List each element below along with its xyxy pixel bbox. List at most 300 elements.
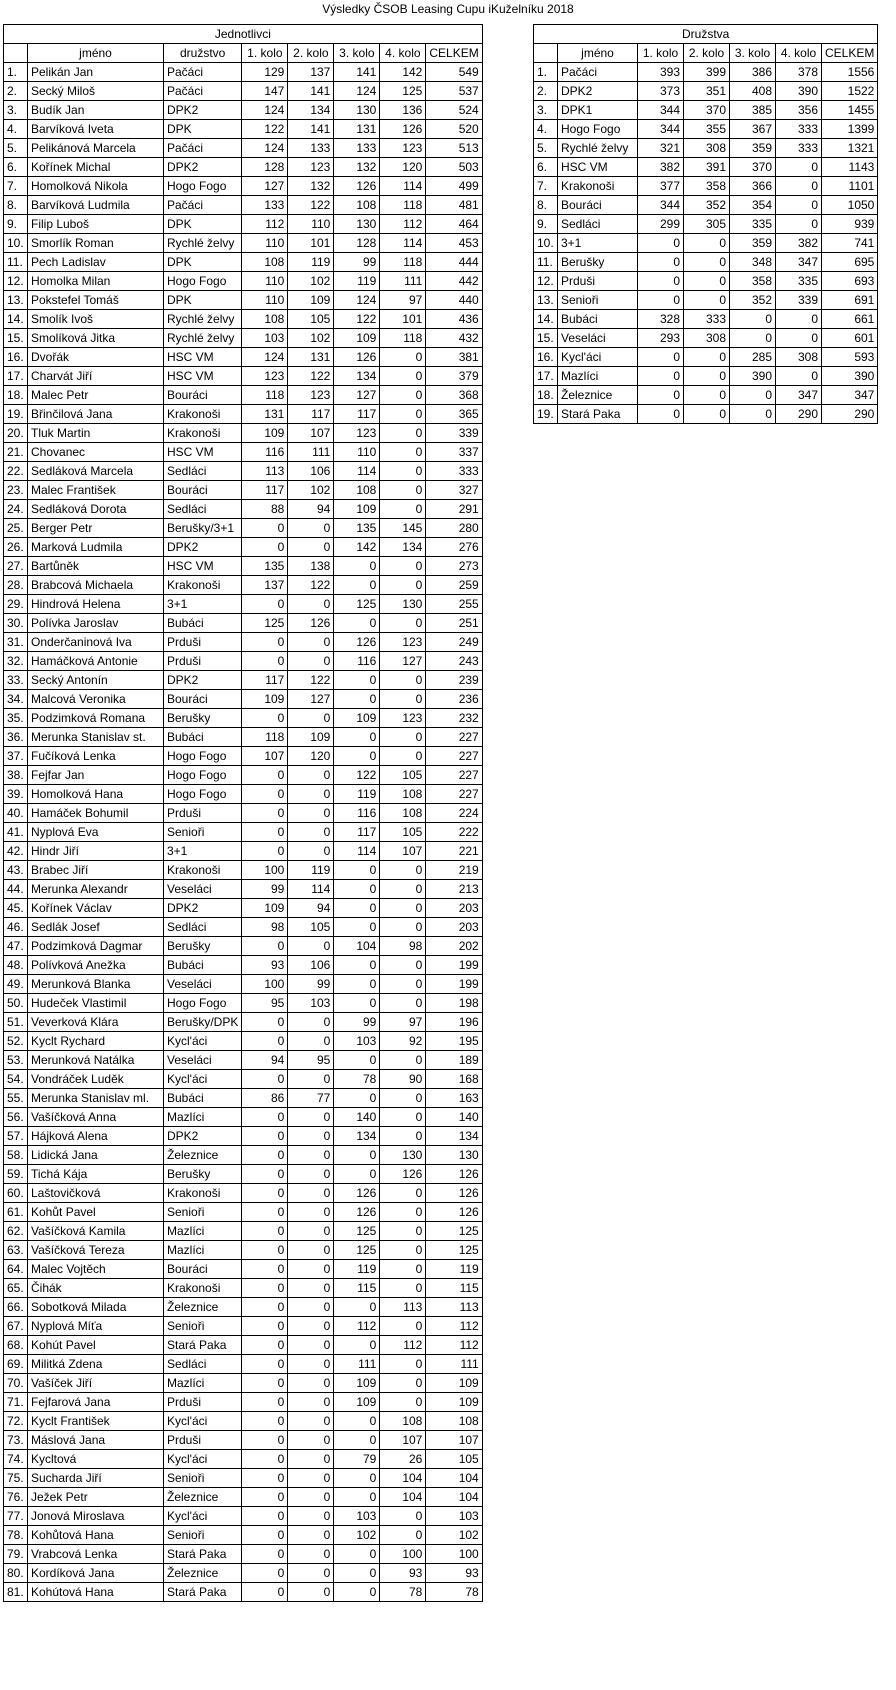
individual-cell: 524 — [426, 101, 482, 120]
individual-row — [4, 120, 483, 139]
individual-row — [4, 1469, 483, 1488]
individual-cell: 0 — [242, 1298, 288, 1317]
team-cell: 0 — [638, 405, 684, 424]
team-cell: 385 — [730, 101, 776, 120]
individual-cell: DPK — [164, 215, 242, 234]
individual-cell: 140 — [426, 1108, 482, 1127]
individual-cell: Sedláci — [164, 462, 242, 481]
individual-cell: Merunková Blanka — [28, 975, 164, 994]
individual-cell: 126 — [426, 1165, 482, 1184]
individual-cell: 0 — [288, 1260, 334, 1279]
individual-cell: 0 — [288, 1488, 334, 1507]
individual-row — [4, 500, 483, 519]
team-cell: 939 — [822, 215, 878, 234]
individual-cell: 0 — [380, 1089, 426, 1108]
individual-cell: 239 — [426, 671, 482, 690]
individual-cell: 0 — [380, 1355, 426, 1374]
team-cell: 358 — [684, 177, 730, 196]
individual-cell: 0 — [288, 823, 334, 842]
team-cell: Hogo Fogo — [558, 120, 638, 139]
team-cell: 333 — [684, 310, 730, 329]
team-header-cell — [534, 44, 558, 63]
individual-cell: 100 — [380, 1545, 426, 1564]
individual-cell: 127 — [380, 652, 426, 671]
team-cell: 308 — [684, 139, 730, 158]
individual-cell: Malec Vojtěch — [28, 1260, 164, 1279]
individual-cell: 379 — [426, 367, 482, 386]
individual-cell: Bubáci — [164, 956, 242, 975]
individual-cell: 36. — [4, 728, 28, 747]
individual-cell: 0 — [334, 728, 380, 747]
team-cell: 391 — [684, 158, 730, 177]
individual-row — [4, 1013, 483, 1032]
team-row — [534, 386, 878, 405]
individual-cell: 100 — [426, 1545, 482, 1564]
individual-cell: 9. — [4, 215, 28, 234]
individual-row — [4, 1184, 483, 1203]
individual-cell: Merunka Alexandr — [28, 880, 164, 899]
individual-cell: 549 — [426, 63, 482, 82]
individual-cell: 126 — [426, 1184, 482, 1203]
individual-row — [4, 253, 483, 272]
individual-cell: 513 — [426, 139, 482, 158]
individual-cell: 10. — [4, 234, 28, 253]
individual-cell: HSC VM — [164, 557, 242, 576]
individual-cell: DPK2 — [164, 899, 242, 918]
individual-cell: 135 — [242, 557, 288, 576]
individual-cell: 110 — [242, 291, 288, 310]
individual-cell: 0 — [334, 557, 380, 576]
individual-row — [4, 1146, 483, 1165]
individual-cell: 0 — [242, 1279, 288, 1298]
individual-cell: Charvát Jiří — [28, 367, 164, 386]
team-row — [534, 291, 878, 310]
individual-cell: 108 — [242, 310, 288, 329]
team-cell: Rychlé želvy — [558, 139, 638, 158]
team-cell: 0 — [776, 310, 822, 329]
individual-cell: HSC VM — [164, 443, 242, 462]
individual-cell: Merunka Stanislav ml. — [28, 1089, 164, 1108]
individual-cell: 34. — [4, 690, 28, 709]
individual-cell: Fejfar Jan — [28, 766, 164, 785]
team-cell: 347 — [776, 386, 822, 405]
individual-cell: 112 — [334, 1317, 380, 1336]
individual-cell: 0 — [334, 975, 380, 994]
individual-cell: 128 — [242, 158, 288, 177]
individual-row — [4, 1393, 483, 1412]
individual-cell: 273 — [426, 557, 482, 576]
individual-cell: 123 — [380, 633, 426, 652]
individual-cell: 0 — [380, 1526, 426, 1545]
individual-cell: 0 — [334, 956, 380, 975]
individual-cell: 0 — [288, 842, 334, 861]
individual-cell: Bubáci — [164, 728, 242, 747]
individual-cell: 381 — [426, 348, 482, 367]
individual-cell: 0 — [242, 1013, 288, 1032]
individual-cell: Brabcová Michaela — [28, 576, 164, 595]
team-cell: Prduši — [558, 272, 638, 291]
team-cell: 0 — [684, 234, 730, 253]
individual-cell: 106 — [288, 956, 334, 975]
individual-cell: Veseláci — [164, 1051, 242, 1070]
individual-cell: 41. — [4, 823, 28, 842]
team-cell: 12. — [534, 272, 558, 291]
individual-cell: 122 — [288, 367, 334, 386]
individual-cell: 0 — [288, 1146, 334, 1165]
individual-cell: 118 — [242, 728, 288, 747]
individual-cell: Hogo Fogo — [164, 272, 242, 291]
team-cell: 1522 — [822, 82, 878, 101]
individual-header-cell — [4, 44, 28, 63]
team-cell: Sedláci — [558, 215, 638, 234]
individual-cell: 22. — [4, 462, 28, 481]
individual-cell: 78 — [334, 1070, 380, 1089]
team-cell: 1455 — [822, 101, 878, 120]
team-cell: 0 — [776, 196, 822, 215]
individual-cell: 44. — [4, 880, 28, 899]
individual-cell: 236 — [426, 690, 482, 709]
individual-cell: 109 — [334, 500, 380, 519]
individual-cell: Bouráci — [164, 690, 242, 709]
individual-cell: 66. — [4, 1298, 28, 1317]
individual-cell: Kyclt František — [28, 1412, 164, 1431]
individual-row — [4, 1507, 483, 1526]
team-cell: 354 — [730, 196, 776, 215]
individual-cell: 0 — [334, 690, 380, 709]
team-cell: 0 — [684, 386, 730, 405]
individual-cell: 125 — [334, 1241, 380, 1260]
individual-cell: 90 — [380, 1070, 426, 1089]
individual-cell: 106 — [288, 462, 334, 481]
individual-cell: Sobotková Milada — [28, 1298, 164, 1317]
individual-cell: 133 — [288, 139, 334, 158]
individual-cell: Malec Petr — [28, 386, 164, 405]
individual-cell: 131 — [242, 405, 288, 424]
individual-cell: 40. — [4, 804, 28, 823]
team-row — [534, 234, 878, 253]
individual-cell: 199 — [426, 956, 482, 975]
individual-cell: DPK — [164, 253, 242, 272]
individual-cell: Budík Jan — [28, 101, 164, 120]
individual-cell: 114 — [380, 177, 426, 196]
team-cell: 377 — [638, 177, 684, 196]
team-cell: 333 — [776, 139, 822, 158]
individual-cell: Sedláková Marcela — [28, 462, 164, 481]
individual-header-row — [4, 44, 483, 63]
individual-cell: Mazlíci — [164, 1241, 242, 1260]
individual-cell: 110 — [334, 443, 380, 462]
individual-cell: 280 — [426, 519, 482, 538]
individual-cell: Secký Miloš — [28, 82, 164, 101]
individual-cell: 365 — [426, 405, 482, 424]
individual-cell: 0 — [380, 1279, 426, 1298]
individual-cell: 107 — [380, 842, 426, 861]
team-header-cell: jméno — [558, 44, 638, 63]
individual-cell: 12. — [4, 272, 28, 291]
individual-cell: Sedláci — [164, 500, 242, 519]
individual-cell: 0 — [380, 557, 426, 576]
individual-cell: 111 — [334, 1355, 380, 1374]
individual-cell: 20. — [4, 424, 28, 443]
team-cell: 3+1 — [558, 234, 638, 253]
team-cell: 355 — [684, 120, 730, 139]
individual-cell: 259 — [426, 576, 482, 595]
team-cell: 0 — [730, 329, 776, 348]
individual-cell: 0 — [242, 1070, 288, 1089]
individual-cell: 0 — [380, 500, 426, 519]
individual-cell: 126 — [334, 348, 380, 367]
individual-row — [4, 158, 483, 177]
individual-cell: 0 — [242, 1393, 288, 1412]
individual-cell: 227 — [426, 728, 482, 747]
individual-cell: 8. — [4, 196, 28, 215]
individual-cell: 99 — [334, 253, 380, 272]
individual-cell: 130 — [334, 215, 380, 234]
individual-cell: 103 — [426, 1507, 482, 1526]
individual-cell: 0 — [242, 1203, 288, 1222]
team-cell: 390 — [730, 367, 776, 386]
team-header-cell: 4. kolo — [776, 44, 822, 63]
individual-cell: 33. — [4, 671, 28, 690]
individual-cell: 0 — [242, 1507, 288, 1526]
team-cell: 408 — [730, 82, 776, 101]
individual-cell: Kycl'áci — [164, 1070, 242, 1089]
team-cell: Stará Paka — [558, 405, 638, 424]
team-cell: 1101 — [822, 177, 878, 196]
individual-cell: 53. — [4, 1051, 28, 1070]
individual-cell: 2. — [4, 82, 28, 101]
individual-cell: 3+1 — [164, 595, 242, 614]
individual-cell: Pech Ladislav — [28, 253, 164, 272]
individual-cell: 103 — [242, 329, 288, 348]
individual-row — [4, 215, 483, 234]
individual-cell: Mazlíci — [164, 1374, 242, 1393]
individual-cell: 0 — [288, 1032, 334, 1051]
individual-cell: Prduši — [164, 1431, 242, 1450]
individual-cell: 337 — [426, 443, 482, 462]
individual-cell: 114 — [380, 234, 426, 253]
individual-cell: 0 — [380, 1241, 426, 1260]
individual-cell: 74. — [4, 1450, 28, 1469]
team-row — [534, 215, 878, 234]
individual-cell: 537 — [426, 82, 482, 101]
individual-cell: 107 — [426, 1431, 482, 1450]
team-cell: 344 — [638, 101, 684, 120]
individual-cell: Pačáci — [164, 82, 242, 101]
individual-cell: 0 — [334, 614, 380, 633]
individual-cell: 189 — [426, 1051, 482, 1070]
individual-cell: 0 — [242, 1184, 288, 1203]
individual-cell: 0 — [242, 1583, 288, 1602]
team-cell: 1. — [534, 63, 558, 82]
individual-cell: 0 — [242, 1260, 288, 1279]
individual-cell: Filip Luboš — [28, 215, 164, 234]
individual-cell: 79. — [4, 1545, 28, 1564]
individual-cell: 126 — [288, 614, 334, 633]
individual-cell: 0 — [242, 1431, 288, 1450]
individual-cell: Hogo Fogo — [164, 994, 242, 1013]
individual-row — [4, 348, 483, 367]
team-cell: 335 — [730, 215, 776, 234]
individual-cell: 95 — [242, 994, 288, 1013]
individual-cell: 196 — [426, 1013, 482, 1032]
individual-cell: Malcová Veronika — [28, 690, 164, 709]
individual-cell: 134 — [334, 1127, 380, 1146]
individual-cell: Pokstefel Tomáš — [28, 291, 164, 310]
team-cell: 1143 — [822, 158, 878, 177]
individual-cell: 141 — [288, 120, 334, 139]
individual-cell: 0 — [380, 975, 426, 994]
individual-cell: 124 — [334, 291, 380, 310]
team-cell: 390 — [776, 82, 822, 101]
individual-row — [4, 956, 483, 975]
individual-cell: 0 — [288, 1203, 334, 1222]
individual-cell: 0 — [380, 1108, 426, 1127]
individual-cell: 0 — [288, 1545, 334, 1564]
team-row — [534, 348, 878, 367]
individual-cell: 0 — [288, 1317, 334, 1336]
individual-cell: Smolíková Jitka — [28, 329, 164, 348]
individual-cell: 109 — [334, 709, 380, 728]
team-cell: 367 — [730, 120, 776, 139]
individual-cell: 0 — [242, 1488, 288, 1507]
individual-caption: Jednotlivci — [4, 25, 483, 44]
individual-cell: 46. — [4, 918, 28, 937]
individual-cell: 0 — [334, 1146, 380, 1165]
individual-cell: Kycl'áci — [164, 1412, 242, 1431]
individual-cell: 163 — [426, 1089, 482, 1108]
individual-cell: Čihák — [28, 1279, 164, 1298]
individual-cell: 80. — [4, 1564, 28, 1583]
individual-cell: 128 — [334, 234, 380, 253]
individual-cell: 436 — [426, 310, 482, 329]
individual-cell: Hudeček Vlastimil — [28, 994, 164, 1013]
individual-cell: 0 — [288, 519, 334, 538]
team-cell: 1050 — [822, 196, 878, 215]
individual-cell: 125 — [242, 614, 288, 633]
individual-cell: 99 — [288, 975, 334, 994]
individual-cell: 65. — [4, 1279, 28, 1298]
individual-cell: 58. — [4, 1146, 28, 1165]
individual-row — [4, 462, 483, 481]
individual-cell: 60. — [4, 1184, 28, 1203]
individual-cell: 130 — [334, 101, 380, 120]
individual-cell: 0 — [380, 1374, 426, 1393]
individual-cell: 11. — [4, 253, 28, 272]
individual-row — [4, 1564, 483, 1583]
individual-cell: Tluk Martin — [28, 424, 164, 443]
individual-cell: 108 — [380, 804, 426, 823]
individual-cell: 123 — [334, 424, 380, 443]
individual-cell: 99 — [242, 880, 288, 899]
individual-cell: 137 — [288, 63, 334, 82]
individual-cell: 0 — [288, 1469, 334, 1488]
team-cell: 0 — [776, 367, 822, 386]
individual-cell: HSC VM — [164, 348, 242, 367]
individual-row — [4, 709, 483, 728]
individual-cell: 37. — [4, 747, 28, 766]
team-cell: 0 — [684, 405, 730, 424]
team-cell: 373 — [638, 82, 684, 101]
individual-cell: 116 — [334, 804, 380, 823]
individual-cell: Tichá Kája — [28, 1165, 164, 1184]
individual-cell: 18. — [4, 386, 28, 405]
individual-cell: 126 — [380, 120, 426, 139]
individual-cell: 0 — [242, 1222, 288, 1241]
individual-cell: 0 — [334, 1412, 380, 1431]
individual-cell: 251 — [426, 614, 482, 633]
team-cell: 0 — [684, 367, 730, 386]
individual-cell: 119 — [334, 785, 380, 804]
team-cell: 10. — [534, 234, 558, 253]
individual-cell: 0 — [334, 994, 380, 1013]
individual-cell: 0 — [242, 538, 288, 557]
individual-cell: Kohútová Hana — [28, 1583, 164, 1602]
team-cell: HSC VM — [558, 158, 638, 177]
individual-row — [4, 1374, 483, 1393]
individual-cell: 70. — [4, 1374, 28, 1393]
team-header-cell: 1. kolo — [638, 44, 684, 63]
individual-cell: Barvíková Iveta — [28, 120, 164, 139]
individual-cell: 101 — [288, 234, 334, 253]
individual-cell: 27. — [4, 557, 28, 576]
individual-cell: 81. — [4, 1583, 28, 1602]
team-cell: Senioři — [558, 291, 638, 310]
individual-header-cell: 4. kolo — [380, 44, 426, 63]
individual-cell: 25. — [4, 519, 28, 538]
team-cell: Pačáci — [558, 63, 638, 82]
team-header-row — [534, 44, 878, 63]
individual-cell: 35. — [4, 709, 28, 728]
individual-cell: 0 — [380, 1222, 426, 1241]
individual-row — [4, 443, 483, 462]
team-cell: 16. — [534, 348, 558, 367]
individual-cell: Militká Zdena — [28, 1355, 164, 1374]
individual-cell: 31. — [4, 633, 28, 652]
individual-cell: 3+1 — [164, 842, 242, 861]
individual-cell: 0 — [242, 1032, 288, 1051]
team-cell: 321 — [638, 139, 684, 158]
team-cell: 339 — [776, 291, 822, 310]
individual-cell: 95 — [288, 1051, 334, 1070]
individual-cell: 104 — [426, 1488, 482, 1507]
team-cell: 382 — [776, 234, 822, 253]
individual-cell: 109 — [426, 1374, 482, 1393]
individual-cell: 104 — [380, 1488, 426, 1507]
individual-cell: 102 — [426, 1526, 482, 1545]
individual-cell: Železnice — [164, 1488, 242, 1507]
individual-cell: 3. — [4, 101, 28, 120]
individual-cell: 73. — [4, 1431, 28, 1450]
team-cell: 308 — [776, 348, 822, 367]
individual-cell: 202 — [426, 937, 482, 956]
team-cell: 1321 — [822, 139, 878, 158]
individual-cell: Železnice — [164, 1564, 242, 1583]
individual-row — [4, 424, 483, 443]
individual-cell: 55. — [4, 1089, 28, 1108]
individual-cell: 131 — [334, 120, 380, 139]
individual-row — [4, 1222, 483, 1241]
individual-cell: 0 — [334, 1488, 380, 1507]
individual-cell: 111 — [426, 1355, 482, 1374]
individual-cell: 117 — [288, 405, 334, 424]
individual-cell: Hogo Fogo — [164, 747, 242, 766]
individual-cell: 116 — [242, 443, 288, 462]
team-cell: Železnice — [558, 386, 638, 405]
individual-cell: 77 — [288, 1089, 334, 1108]
individual-cell: 0 — [242, 519, 288, 538]
team-cell: 378 — [776, 63, 822, 82]
